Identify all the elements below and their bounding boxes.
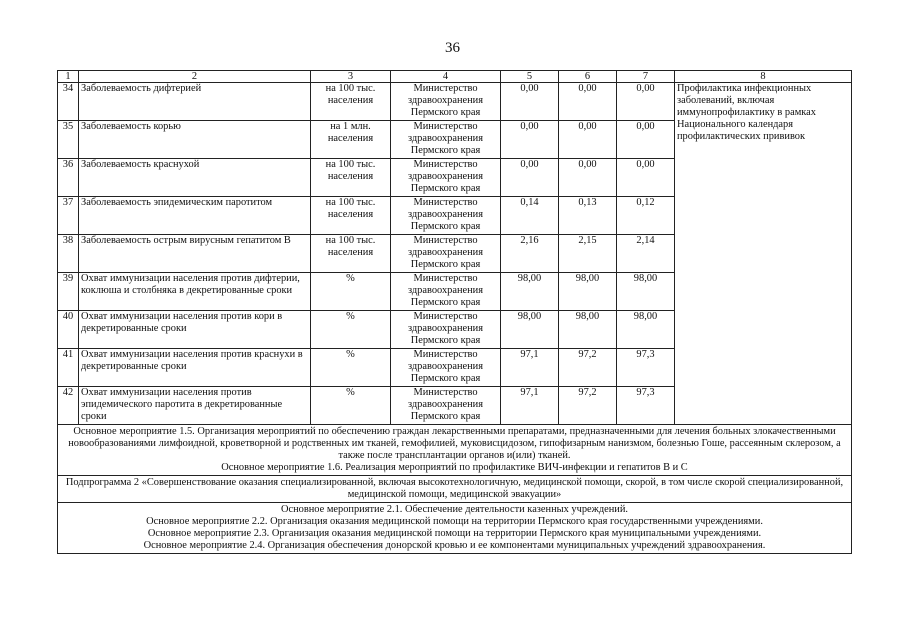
activity-1-6: Основное мероприятие 1.6. Реализация мероприятий по профилактике ВИЧ-инфекции и гепатитов В и С (221, 462, 688, 473)
activity-2-1: Основное мероприятие 2.1. Обеспечение деятельности казенных учреждений. (280, 504, 629, 515)
indicator-source: Министерство здравоохранения Пермского края (391, 311, 501, 349)
indicator-name: Охват иммунизации населения против эпидемического паротита в декретированные сроки (79, 387, 311, 425)
indicator-name: Заболеваемость острым вирусным гепатитом В (79, 235, 311, 273)
indicator-name: Заболеваемость дифтерией (79, 83, 311, 121)
indicator-unit: на 100 тыс. населения (311, 83, 391, 121)
row-number: 39 (58, 273, 79, 311)
value-col6: 0,00 (559, 159, 617, 197)
value-col6: 98,00 (559, 273, 617, 311)
value-col7: 98,00 (617, 311, 675, 349)
activity-row (58, 425, 852, 476)
indicator-source: Министерство здравоохранения Пермского края (391, 83, 501, 121)
row-number: 35 (58, 121, 79, 159)
indicators-table (57, 70, 852, 554)
indicator-source: Министерство здравоохранения Пермского края (391, 235, 501, 273)
indicator-unit: на 1 млн. населения (311, 121, 391, 159)
indicator-unit: на 100 тыс. населения (311, 197, 391, 235)
indicator-unit: % (311, 273, 391, 311)
activity-1-5-text (58, 425, 852, 476)
value-col5: 0,00 (501, 121, 559, 159)
header-cell: 2 (79, 71, 311, 83)
indicator-source: Министерство здравоохранения Пермского края (391, 349, 501, 387)
indicator-unit: на 100 тыс. населения (311, 159, 391, 197)
indicator-source: Министерство здравоохранения Пермского края (391, 273, 501, 311)
program-note: Профилактика инфекционных заболеваний, включая иммунопрофилактику в рамках Национального календаря профилактических прививок (675, 83, 852, 425)
header-cell: 1 (58, 71, 79, 83)
row-number: 34 (58, 83, 79, 121)
value-col6: 0,00 (559, 121, 617, 159)
subprogram-2: Подпрограмма 2 «Совершенствование оказания специализированной, включая высокотехнологичную, медицинской помощи, скорой, в том числе скорой специализированной, медицинской помощи, медицинской эвакуации» (58, 476, 852, 503)
indicator-name: Охват иммунизации населения против дифтерии, коклюша и столбняка в декретированные сроки (79, 273, 311, 311)
indicator-unit: % (311, 311, 391, 349)
value-col7: 2,14 (617, 235, 675, 273)
value-col7: 0,00 (617, 159, 675, 197)
table-row (58, 83, 852, 121)
page-number: 36 (445, 40, 460, 56)
indicator-name: Заболеваемость корью (79, 121, 311, 159)
indicator-name: Заболеваемость краснухой (79, 159, 311, 197)
value-col5: 0,14 (501, 197, 559, 235)
value-col6: 97,2 (559, 387, 617, 425)
value-col7: 0,00 (617, 83, 675, 121)
table-header-row (58, 71, 852, 83)
header-cell: 6 (559, 71, 617, 83)
indicator-unit: на 100 тыс. населения (311, 235, 391, 273)
activity-2-4: Основное мероприятие 2.4. Организация обеспечения донорской кровью и ее компонентами муниципальных учреждений здравоохранения. (143, 540, 766, 551)
indicator-name: Охват иммунизации населения против краснухи в декретированные сроки (79, 349, 311, 387)
activities-2-row (58, 503, 852, 554)
header-cell: 7 (617, 71, 675, 83)
indicator-source: Министерство здравоохранения Пермского края (391, 121, 501, 159)
header-cell: 8 (675, 71, 852, 83)
header-cell: 5 (501, 71, 559, 83)
row-number: 42 (58, 387, 79, 425)
value-col5: 2,16 (501, 235, 559, 273)
activity-2-3: Основное мероприятие 2.3. Организация оказания медицинской помощи на территории Пермского края муниципальными учреждениями. (147, 528, 762, 539)
row-number: 36 (58, 159, 79, 197)
activity-2-2: Основное мероприятие 2.2. Организация оказания медицинской помощи на территории Пермского края государственными учреждениями. (146, 516, 763, 527)
value-col6: 97,2 (559, 349, 617, 387)
indicator-source: Министерство здравоохранения Пермского края (391, 197, 501, 235)
value-col5: 98,00 (501, 311, 559, 349)
indicator-name: Заболеваемость эпидемическим паротитом (79, 197, 311, 235)
indicator-unit: % (311, 387, 391, 425)
row-number: 38 (58, 235, 79, 273)
value-col6: 0,13 (559, 197, 617, 235)
row-number: 40 (58, 311, 79, 349)
value-col5: 97,1 (501, 349, 559, 387)
row-number: 41 (58, 349, 79, 387)
indicator-source: Министерство здравоохранения Пермского края (391, 387, 501, 425)
value-col5: 0,00 (501, 159, 559, 197)
value-col6: 2,15 (559, 235, 617, 273)
activity-1-5: Основное мероприятие 1.5. Организация мероприятий по обеспечению граждан лекарственными препаратами, предназначенными для лечения больных злокачественными новообразованиями лимфоидной, кроветворной и родственных им тканей, гемофилией, муковисцидозом, гипофизарным нанизмом, болезнью Гоше, рассеянным склерозом, а также после трансплантации органов и(или) тканей. (68, 426, 841, 461)
activities-2-cell (58, 503, 852, 554)
indicator-unit: % (311, 349, 391, 387)
value-col7: 98,00 (617, 273, 675, 311)
value-col5: 0,00 (501, 83, 559, 121)
value-col5: 98,00 (501, 273, 559, 311)
header-cell: 4 (391, 71, 501, 83)
value-col6: 98,00 (559, 311, 617, 349)
value-col5: 97,1 (501, 387, 559, 425)
value-col7: 97,3 (617, 349, 675, 387)
value-col7: 97,3 (617, 387, 675, 425)
indicator-name: Охват иммунизации населения против кори в декретированные сроки (79, 311, 311, 349)
subprogram-row (58, 476, 852, 503)
value-col6: 0,00 (559, 83, 617, 121)
value-col7: 0,12 (617, 197, 675, 235)
value-col7: 0,00 (617, 121, 675, 159)
row-number: 37 (58, 197, 79, 235)
indicator-source: Министерство здравоохранения Пермского края (391, 159, 501, 197)
header-cell: 3 (311, 71, 391, 83)
